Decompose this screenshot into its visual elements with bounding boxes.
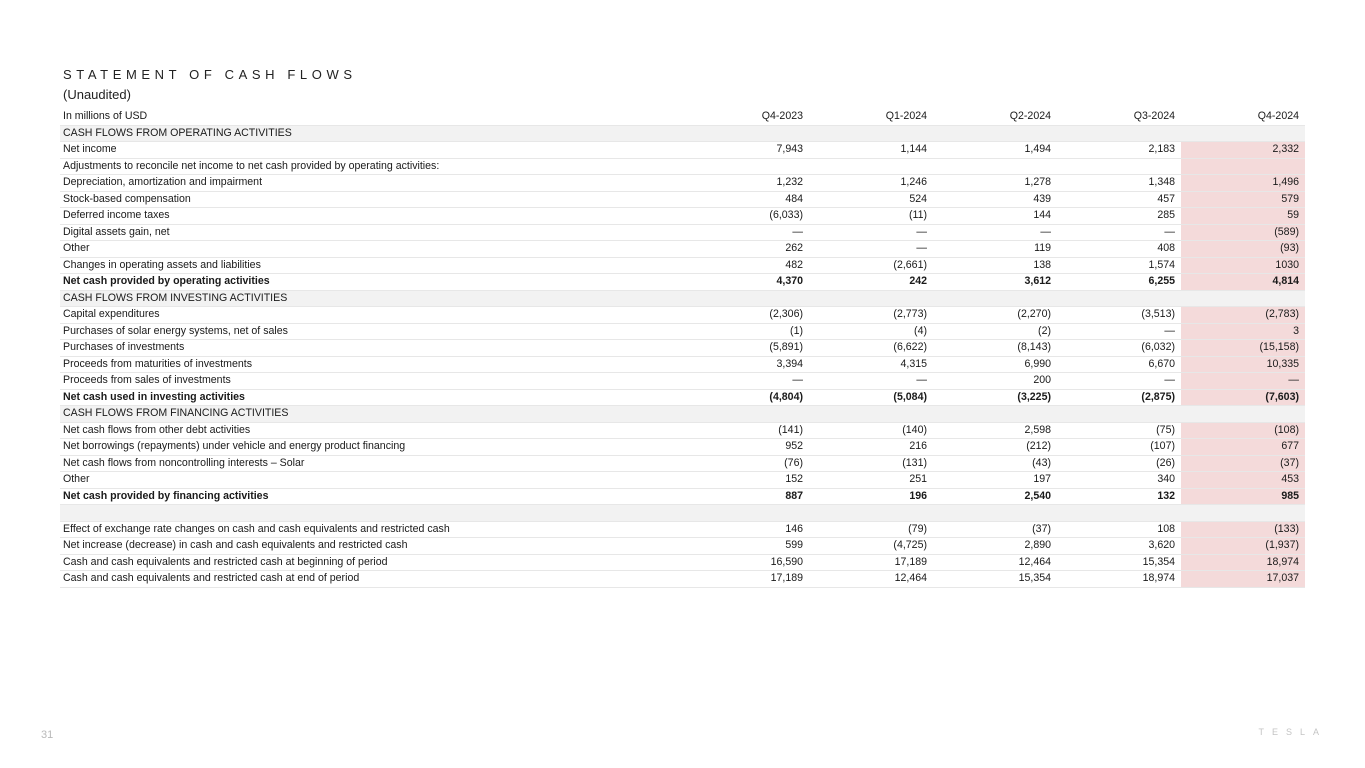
section-header-row — [60, 125, 1305, 142]
cell-value: 4,315 — [809, 356, 933, 373]
cell-value: 3,394 — [685, 356, 809, 373]
table-row — [60, 340, 1305, 357]
cell-value: 887 — [685, 488, 809, 505]
cell-value: (2) — [933, 323, 1057, 340]
table-row — [60, 241, 1305, 258]
cell-value: 152 — [685, 472, 809, 489]
cell-value: (6,033) — [685, 208, 809, 225]
cell-value: 251 — [809, 472, 933, 489]
cell-value: 200 — [933, 373, 1057, 390]
cell-value: 482 — [685, 257, 809, 274]
row-label: Other — [60, 241, 685, 258]
cell-value: (2,875) — [1057, 389, 1181, 406]
cell-value: — — [1057, 373, 1181, 390]
cell-value: (2,661) — [809, 257, 933, 274]
cell-value: 15,354 — [1057, 554, 1181, 571]
table-row — [60, 175, 1305, 192]
total-row — [60, 488, 1305, 505]
row-label: Net cash used in investing activities — [60, 389, 685, 406]
cell-value — [809, 125, 933, 142]
row-label: Effect of exchange rate changes on cash and cash equivalents and restricted cash — [60, 521, 685, 538]
row-label: Depreciation, amortization and impairment — [60, 175, 685, 192]
cell-value: 6,990 — [933, 356, 1057, 373]
table-row — [60, 521, 1305, 538]
cell-value: 6,670 — [1057, 356, 1181, 373]
cell-value — [1181, 406, 1305, 423]
row-label: Purchases of solar energy systems, net of sales — [60, 323, 685, 340]
cell-value: — — [1057, 224, 1181, 241]
cell-value — [685, 125, 809, 142]
table-row — [60, 422, 1305, 439]
cell-value — [809, 505, 933, 522]
cell-value: 17,037 — [1181, 571, 1305, 588]
cell-value: 119 — [933, 241, 1057, 258]
cell-value: 242 — [809, 274, 933, 291]
cash-flow-table — [60, 109, 1305, 588]
table-row — [60, 257, 1305, 274]
table-row — [60, 208, 1305, 225]
row-label: Digital assets gain, net — [60, 224, 685, 241]
cell-value: 17,189 — [809, 554, 933, 571]
cell-value: 1,278 — [933, 175, 1057, 192]
cell-value — [1181, 505, 1305, 522]
row-label: Capital expenditures — [60, 307, 685, 324]
cell-value: (2,773) — [809, 307, 933, 324]
row-label: Deferred income taxes — [60, 208, 685, 225]
cell-value: 262 — [685, 241, 809, 258]
cell-value: (2,270) — [933, 307, 1057, 324]
cell-value: (1,937) — [1181, 538, 1305, 555]
cell-value — [1181, 125, 1305, 142]
table-row — [60, 307, 1305, 324]
cell-value: 17,189 — [685, 571, 809, 588]
cell-value — [933, 406, 1057, 423]
cell-value: (141) — [685, 422, 809, 439]
cell-value: — — [809, 241, 933, 258]
row-label: Changes in operating assets and liabilities — [60, 257, 685, 274]
cell-value: (3,513) — [1057, 307, 1181, 324]
cell-value — [685, 290, 809, 307]
cell-value: (589) — [1181, 224, 1305, 241]
row-label: CASH FLOWS FROM FINANCING ACTIVITIES — [60, 406, 685, 423]
cell-value: 457 — [1057, 191, 1181, 208]
cell-value: 484 — [685, 191, 809, 208]
cell-value: 579 — [1181, 191, 1305, 208]
column-header: Q4-2024 — [1181, 109, 1305, 125]
cell-value: 59 — [1181, 208, 1305, 225]
table-row — [60, 554, 1305, 571]
cell-value: — — [809, 224, 933, 241]
cell-value: 1,494 — [933, 142, 1057, 159]
cell-value: (4) — [809, 323, 933, 340]
cell-value: 7,943 — [685, 142, 809, 159]
cell-value — [1057, 290, 1181, 307]
table-row — [60, 323, 1305, 340]
cell-value: (8,143) — [933, 340, 1057, 357]
cell-value: 453 — [1181, 472, 1305, 489]
row-label — [60, 505, 685, 522]
section-header-row — [60, 290, 1305, 307]
cell-value: 15,354 — [933, 571, 1057, 588]
cell-value: (2,306) — [685, 307, 809, 324]
table-row — [60, 455, 1305, 472]
cell-value: 3 — [1181, 323, 1305, 340]
column-header: Q1-2024 — [809, 109, 933, 125]
cell-value: 985 — [1181, 488, 1305, 505]
cell-value: 12,464 — [809, 571, 933, 588]
column-header: Q4-2023 — [685, 109, 809, 125]
cell-value — [1057, 158, 1181, 175]
cell-value: 599 — [685, 538, 809, 555]
cell-value: (26) — [1057, 455, 1181, 472]
cell-value — [809, 406, 933, 423]
cell-value: 144 — [933, 208, 1057, 225]
cell-value: 138 — [933, 257, 1057, 274]
table-row — [60, 505, 1305, 522]
row-label: Cash and cash equivalents and restricted cash at beginning of period — [60, 554, 685, 571]
cell-value — [685, 406, 809, 423]
cell-value: 1,144 — [809, 142, 933, 159]
table-row — [60, 373, 1305, 390]
cell-value: 6,255 — [1057, 274, 1181, 291]
row-label: CASH FLOWS FROM OPERATING ACTIVITIES — [60, 125, 685, 142]
cell-value: (2,783) — [1181, 307, 1305, 324]
cell-value — [809, 290, 933, 307]
row-label: Purchases of investments — [60, 340, 685, 357]
cell-value: — — [685, 224, 809, 241]
unit-label: In millions of USD — [60, 109, 685, 125]
cell-value: (15,158) — [1181, 340, 1305, 357]
row-label: Net borrowings (repayments) under vehicle and energy product financing — [60, 439, 685, 456]
cell-value: (133) — [1181, 521, 1305, 538]
cell-value: (3,225) — [933, 389, 1057, 406]
page-subtitle: (Unaudited) — [63, 87, 131, 102]
row-label: Net cash provided by operating activities — [60, 274, 685, 291]
cell-value: (131) — [809, 455, 933, 472]
row-label: Stock-based compensation — [60, 191, 685, 208]
cell-value: 4,814 — [1181, 274, 1305, 291]
cell-value: (37) — [933, 521, 1057, 538]
cell-value: 108 — [1057, 521, 1181, 538]
table-header-row — [60, 109, 1305, 125]
cell-value: 1,574 — [1057, 257, 1181, 274]
cell-value — [1181, 290, 1305, 307]
cell-value: (212) — [933, 439, 1057, 456]
cell-value: — — [1181, 373, 1305, 390]
cell-value: 216 — [809, 439, 933, 456]
cell-value: (140) — [809, 422, 933, 439]
cell-value: 439 — [933, 191, 1057, 208]
cell-value: (11) — [809, 208, 933, 225]
cell-value — [933, 290, 1057, 307]
cell-value: (7,603) — [1181, 389, 1305, 406]
cell-value: (93) — [1181, 241, 1305, 258]
cell-value: 10,335 — [1181, 356, 1305, 373]
cell-value: (1) — [685, 323, 809, 340]
cell-value: 2,332 — [1181, 142, 1305, 159]
cell-value: 2,183 — [1057, 142, 1181, 159]
table-row — [60, 224, 1305, 241]
cell-value: (43) — [933, 455, 1057, 472]
row-label: Cash and cash equivalents and restricted cash at end of period — [60, 571, 685, 588]
table-row — [60, 158, 1305, 175]
total-row — [60, 274, 1305, 291]
cell-value — [685, 505, 809, 522]
cell-value: (5,084) — [809, 389, 933, 406]
cell-value: 18,974 — [1181, 554, 1305, 571]
cell-value: 2,540 — [933, 488, 1057, 505]
cell-value: 1,348 — [1057, 175, 1181, 192]
cell-value: (107) — [1057, 439, 1181, 456]
cell-value: — — [933, 224, 1057, 241]
page-number: 31 — [41, 729, 54, 741]
cell-value — [1057, 406, 1181, 423]
cell-value: (4,725) — [809, 538, 933, 555]
cell-value: — — [685, 373, 809, 390]
cell-value: (6,622) — [809, 340, 933, 357]
column-header: Q3-2024 — [1057, 109, 1181, 125]
table-row — [60, 472, 1305, 489]
cell-value — [933, 125, 1057, 142]
total-row — [60, 389, 1305, 406]
cell-value: 3,620 — [1057, 538, 1181, 555]
section-header-row — [60, 406, 1305, 423]
row-label: Net income — [60, 142, 685, 159]
cell-value: 340 — [1057, 472, 1181, 489]
cell-value: 18,974 — [1057, 571, 1181, 588]
cell-value: 197 — [933, 472, 1057, 489]
table-row — [60, 439, 1305, 456]
cell-value — [1057, 125, 1181, 142]
cell-value: 4,370 — [685, 274, 809, 291]
table-row — [60, 142, 1305, 159]
cell-value: 1,496 — [1181, 175, 1305, 192]
cell-value — [809, 158, 933, 175]
cell-value: 2,890 — [933, 538, 1057, 555]
cell-value — [1057, 505, 1181, 522]
cell-value: 285 — [1057, 208, 1181, 225]
row-label: Proceeds from sales of investments — [60, 373, 685, 390]
cell-value: 146 — [685, 521, 809, 538]
cell-value: (6,032) — [1057, 340, 1181, 357]
cell-value: (108) — [1181, 422, 1305, 439]
cell-value: 12,464 — [933, 554, 1057, 571]
cell-value: 196 — [809, 488, 933, 505]
cell-value: (76) — [685, 455, 809, 472]
row-label: Other — [60, 472, 685, 489]
cell-value: 16,590 — [685, 554, 809, 571]
cell-value — [933, 158, 1057, 175]
cell-value — [685, 158, 809, 175]
cell-value: (37) — [1181, 455, 1305, 472]
table-row — [60, 538, 1305, 555]
cell-value: 1030 — [1181, 257, 1305, 274]
tesla-logo: TESLA — [1258, 727, 1327, 737]
cell-value: 524 — [809, 191, 933, 208]
row-label: Adjustments to reconcile net income to net cash provided by operating activities: — [60, 158, 685, 175]
row-label: Net cash flows from noncontrolling interests – Solar — [60, 455, 685, 472]
cell-value: (4,804) — [685, 389, 809, 406]
cell-value: 3,612 — [933, 274, 1057, 291]
cell-value: (5,891) — [685, 340, 809, 357]
cell-value: 677 — [1181, 439, 1305, 456]
table-row — [60, 191, 1305, 208]
row-label: Net cash flows from other debt activities — [60, 422, 685, 439]
row-label: Net cash provided by financing activities — [60, 488, 685, 505]
cell-value: (79) — [809, 521, 933, 538]
cell-value: (75) — [1057, 422, 1181, 439]
cell-value: — — [809, 373, 933, 390]
cell-value: 132 — [1057, 488, 1181, 505]
cell-value: 952 — [685, 439, 809, 456]
cell-value: 408 — [1057, 241, 1181, 258]
cell-value: 2,598 — [933, 422, 1057, 439]
row-label: Proceeds from maturities of investments — [60, 356, 685, 373]
row-label: Net increase (decrease) in cash and cash equivalents and restricted cash — [60, 538, 685, 555]
cell-value — [933, 505, 1057, 522]
cell-value: 1,232 — [685, 175, 809, 192]
cell-value: 1,246 — [809, 175, 933, 192]
cell-value — [1181, 158, 1305, 175]
page-title: STATEMENT OF CASH FLOWS — [63, 67, 357, 82]
table-row — [60, 356, 1305, 373]
table-body — [60, 125, 1305, 587]
cell-value: — — [1057, 323, 1181, 340]
table-row — [60, 571, 1305, 588]
column-header: Q2-2024 — [933, 109, 1057, 125]
row-label: CASH FLOWS FROM INVESTING ACTIVITIES — [60, 290, 685, 307]
